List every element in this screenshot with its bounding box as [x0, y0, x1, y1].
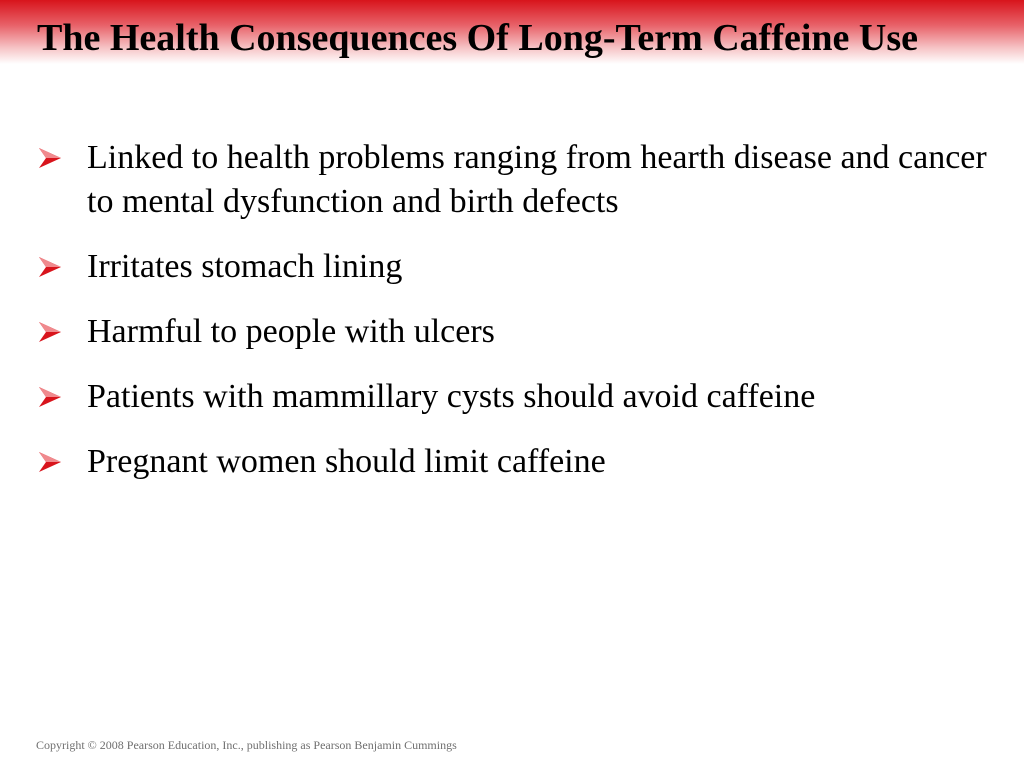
bullet-item [37, 245, 997, 289]
bullet-item [37, 136, 997, 224]
bullet-text: Irritates stomach lining [87, 248, 403, 285]
bullet-text: Patients with mammillary cysts should avoid caffeine [87, 378, 816, 415]
bullet-text: Linked to health problems ranging from hearth disease and cancer to mental dysfunction and birth defects [87, 139, 987, 220]
arrowhead-bullet-icon [37, 245, 87, 289]
bullet-text: Pregnant women should limit caffeine [87, 443, 606, 480]
arrowhead-bullet-icon [37, 440, 87, 484]
bullet-text: Harmful to people with ulcers [87, 313, 495, 350]
arrowhead-bullet-icon [37, 375, 87, 419]
bullet-item [37, 375, 997, 419]
bullet-item [37, 310, 997, 354]
bullet-item [37, 440, 997, 484]
copyright-footer: Copyright © 2008 Pearson Education, Inc., publishing as Pearson Benjamin Cummings [36, 738, 457, 752]
arrowhead-bullet-icon [37, 310, 87, 354]
arrowhead-bullet-icon [37, 136, 87, 180]
bullet-list [37, 136, 997, 505]
slide-title: The Health Consequences Of Long-Term Caffeine Use [37, 17, 918, 59]
